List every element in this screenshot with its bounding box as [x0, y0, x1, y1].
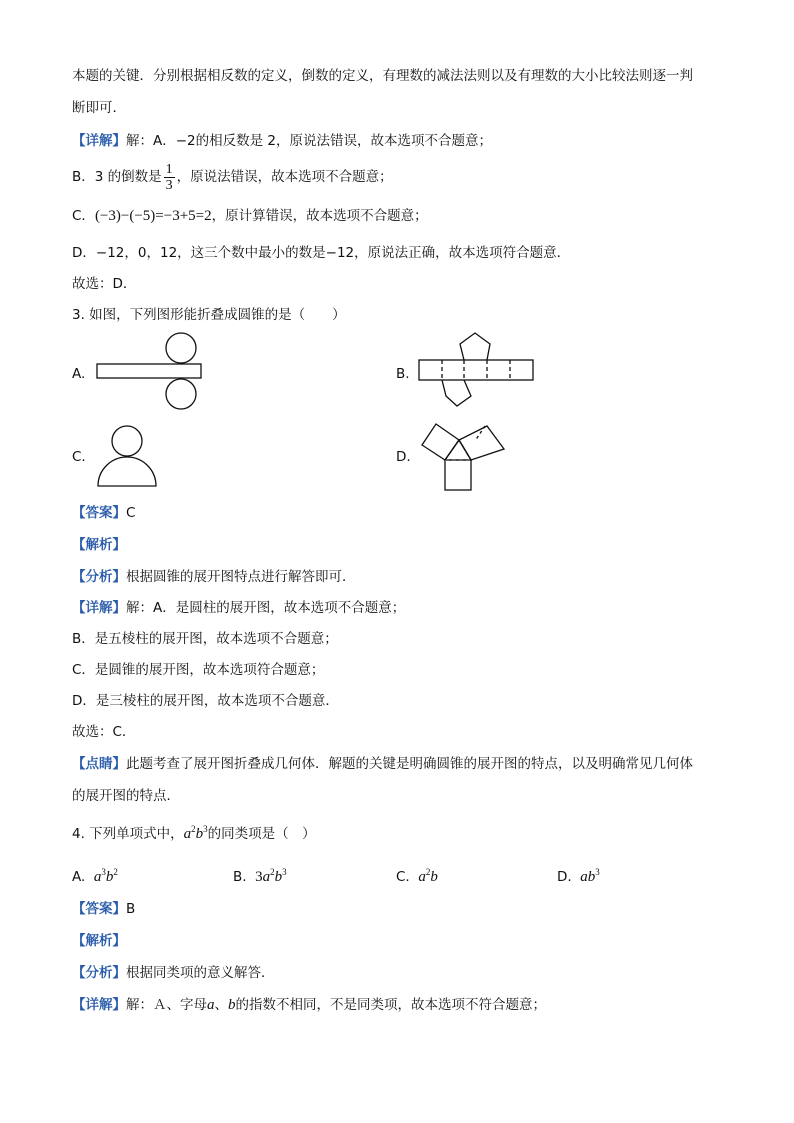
- q2-choice: 故选：D．: [72, 276, 137, 292]
- q3-detail-a: 【详解】解：A．是圆柱的展开图，故本选项不合题意；: [72, 600, 406, 616]
- left-square: [422, 424, 459, 460]
- q2-detail-d: D．−12，0，12，这三个数中最小的数是−12，原说法正确，故本选项符合题意．: [72, 245, 571, 261]
- q4-detail: 【详解】解：Ａ、字母a、b的指数不相同，不是同类项，故本选项不符合题意；: [72, 997, 546, 1013]
- q3-detail-c: C．是圆锥的展开图，故本选项符合题意；: [72, 662, 325, 678]
- figure-c-cone-net: [95, 424, 160, 488]
- top-pentagon: [460, 333, 490, 360]
- q2-detail-c: C．(−3)−(−5)=−3+5=2，原计算错误，故本选项不合题意；: [72, 208, 428, 224]
- bottom-circle: [166, 379, 196, 409]
- bottom-square: [445, 460, 471, 490]
- q3-detail-d: D．是三棱柱的展开图，故本选项不合题意．: [72, 693, 339, 709]
- q4-option-b: B. $3a^2b^3$: [233, 867, 287, 885]
- q3-comment-2: 的展开图的特点．: [72, 788, 180, 804]
- bottom-pentagon: [442, 380, 471, 406]
- q3-analysis-heading: 【解析】: [72, 537, 126, 553]
- q4-answer: 【答案】B: [72, 901, 136, 917]
- q4-option-a: A. $a^3b^2$: [72, 867, 118, 885]
- q4-stem: 4. 下列单项式中，$a^2b^3$的同类项是（ ）: [72, 824, 316, 842]
- q3-detail-b: B．是五棱柱的展开图，故本选项不合题意；: [72, 631, 338, 647]
- figure-d-prism-net: [415, 414, 510, 496]
- lateral-rectangle: [97, 364, 201, 378]
- top-circle: [166, 333, 196, 363]
- q3-fenxi: 【分析】根据圆锥的展开图特点进行解答即可．: [72, 569, 356, 585]
- lateral-sector: [98, 457, 156, 486]
- intro-line-1: 本题的关键．分别根据相反数的定义，倒数的定义，有理数的减法法则以及有理数的大小比较法则逐一判: [72, 68, 693, 84]
- triangle-face: [445, 440, 471, 460]
- q3-option-a-label: A.: [72, 366, 86, 382]
- q3-choice: 故选：C．: [72, 724, 136, 740]
- q3-answer: 【答案】C: [72, 505, 136, 521]
- q4-option-d: D. $ab^3$: [557, 867, 600, 885]
- figure-a-cylinder-net: [92, 330, 207, 412]
- detail-tag: 【详解】: [72, 133, 126, 149]
- q3-stem: 3. 如图，下列图形能折叠成圆锥的是（ ）: [72, 307, 346, 323]
- q3-comment-1: 【点睛】此题考查了展开图折叠成几何体．解题的关键是明确圆锥的展开图的特点，以及明确常见几何体: [72, 756, 693, 772]
- q3-option-d-label: D.: [396, 449, 411, 465]
- q2-detail-a: 【详解】解：A．−2的相反数是 2，原说法错误，故本选项不合题意；: [72, 133, 493, 149]
- q4-option-c: C. $a^2b$: [396, 867, 438, 885]
- figure-b-prism-net: [415, 330, 537, 412]
- q4-analysis-heading: 【解析】: [72, 933, 126, 949]
- q2-detail-b: B．3 的倒数是 $\frac{1}{3}$ ，原说法错误，故本选项不合题意；: [72, 161, 393, 193]
- calc-expression: (−3)−(−5)=−3+5=2: [94, 208, 212, 224]
- q3-option-c-label: C.: [72, 449, 86, 465]
- lateral-strip: [419, 360, 533, 380]
- q4-fenxi: 【分析】根据同类项的意义解答．: [72, 965, 275, 981]
- q3-option-b-label: B.: [396, 366, 410, 382]
- fraction-one-third: $\frac{1}{3}$: [165, 161, 173, 193]
- target-monomial: $a^2b^3$: [183, 824, 208, 842]
- base-circle: [112, 426, 142, 456]
- intro-line-2: 断即可．: [72, 100, 126, 116]
